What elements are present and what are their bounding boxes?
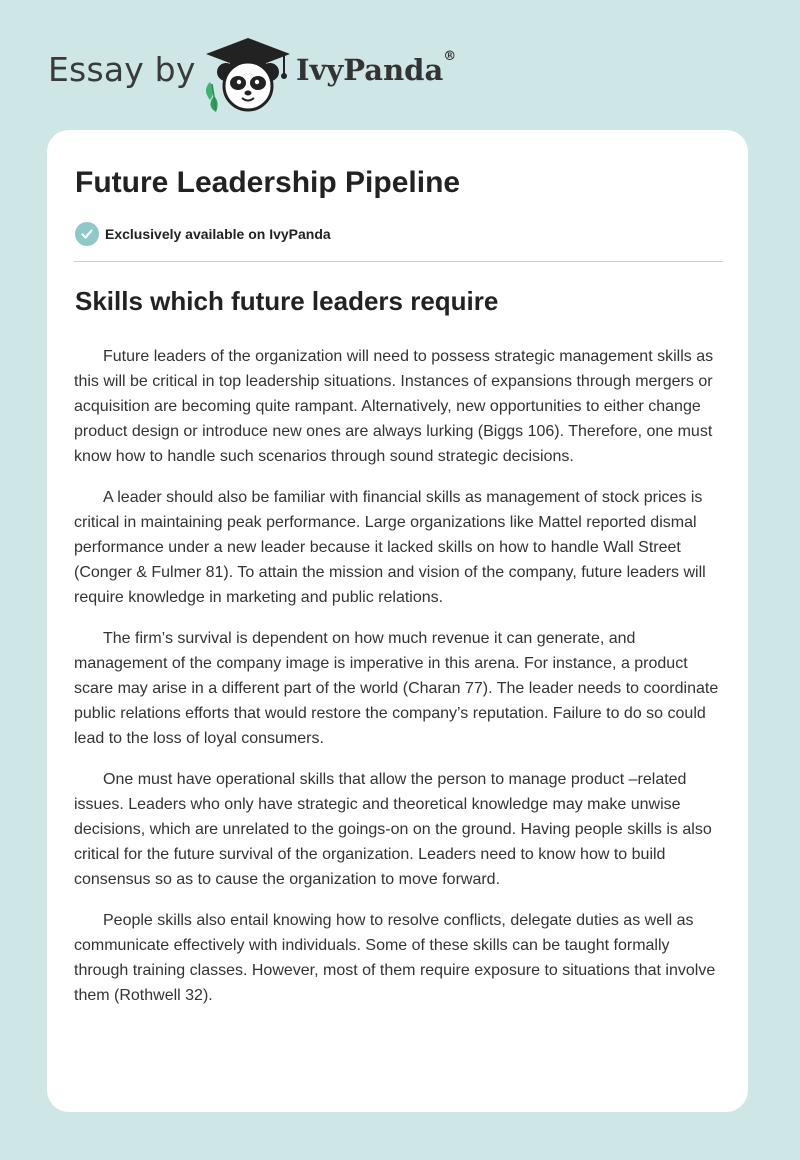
site-header — [0, 0, 800, 130]
divider — [74, 261, 723, 262]
paragraph: A leader should also be familiar with financial skills as management of stock prices is critical in maintaining peak performance. Large organizations like Mattel reported dismal performance under a new leader because it lacked skills on how to handle Wall Street (Conger & Fulmer 81). To attain the mission and vision of the company, future leaders will require knowledge in marketing and public relations. — [74, 489, 706, 606]
panda-logo-icon[interactable] — [200, 30, 296, 114]
essay-card — [47, 130, 748, 1112]
exclusive-badge — [75, 222, 331, 246]
brand-text: IvyPanda — [296, 53, 444, 87]
brand-name[interactable] — [296, 49, 457, 87]
section-heading: Skills which future leaders require — [75, 286, 499, 316]
essay-body — [74, 344, 724, 1024]
badge-label: Exclusively available on IvyPanda — [105, 226, 331, 242]
essay-by-label: Essay by — [48, 50, 196, 89]
page-title: Future Leadership Pipeline — [75, 166, 461, 199]
paragraph: Future leaders of the organization will need to possess strategic management skills as this will be critical in top leadership situations. Instances of expansions through mergers or acquisition are becoming quite rampant. Alternatively, new opportunities to either change product design or introduce new ones are always lurking (Biggs 106). Therefore, one must know how to handle such scenarios through sound strategic decisions. — [74, 348, 714, 465]
registered-mark: ® — [443, 49, 457, 64]
paragraph: People skills also entail knowing how to resolve conflicts, delegate duties as well as communicate effectively with individuals. Some of these skills can be taught formally through training classes. However, most of them require exposure to situations that involve them (Rothwell 32). — [74, 912, 716, 1004]
check-circle-icon — [75, 222, 99, 246]
paragraph: One must have operational skills that allow the person to manage product –related issues. Leaders who only have strategic and theoretical knowledge may make unwise decisions, which are unrelated to the goings-on on the ground. Having people skills is also critical for the future survival of the organization. Leaders need to know how to build consensus so as to cause the organization to move forward. — [74, 771, 712, 888]
paragraph: The firm’s survival is dependent on how much revenue it can generate, and management of the company image is imperative in this arena. For instance, a product scare may arise in a different part of the world (Charan 77). The leader needs to coordinate public relations efforts that would restore the company’s reputation. Failure to do so could lead to the loss of loyal consumers. — [74, 630, 719, 747]
